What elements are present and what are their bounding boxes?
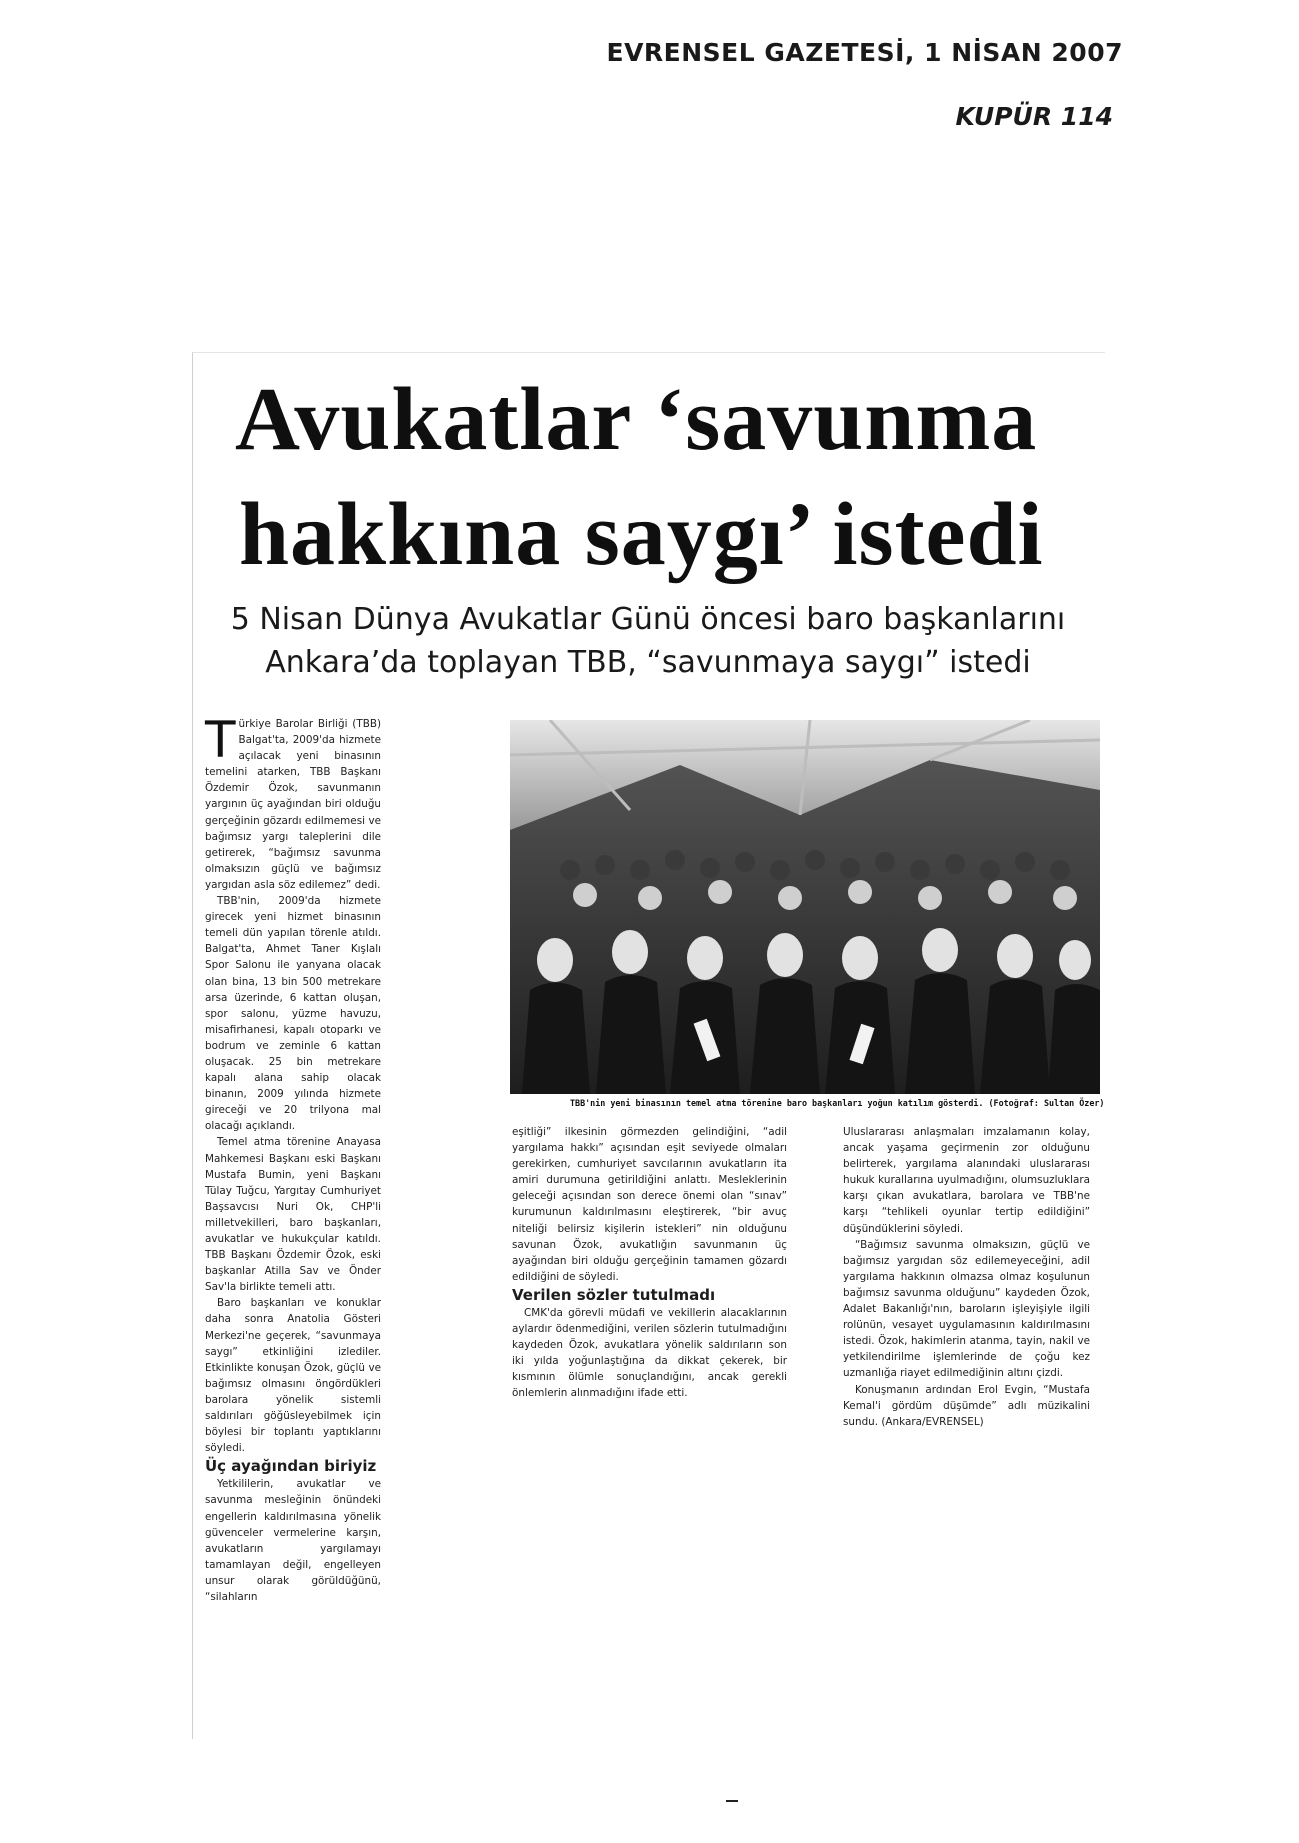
section-subheading: Verilen sözler tutulmadı [512, 1285, 716, 1304]
paragraph: Baro başkanları ve konuklar daha sonra Anatolia Gösteri Merkezi'ne geçerek, “savunmaya saygı” etkinliğini izlediler. Etkinlikte konuşan Özok, güçlü ve bağımsız olmasını öngördükleri barolara yönelik sistemli saldırıları göğüsleyebilmek için böylesi bir toplantı yaptıklarını söyledi. [205, 1297, 381, 1455]
paragraph: eşitliği” ilkesinin görmezden gelindiğini, “adil yargılama hakkı” açısından eşit seviyede olmaları gerekirken, cumhuriyet savcılarının avukatların ita amiri durumuna getirildiğini anlattı. Mesleklerinin geleceği açısından son derece önemi olan “sınav” kurumunun kaldırılmasını eleştirerek, “bir avuç niteliği belirsiz kişilerin istekleri” nin olduğunu savunan Özok, avukatlığın savunmanın üç ayağından biri olduğu gerçeğinin tamamen gözardı edildiğini de söyledi. [512, 1126, 787, 1283]
newspaper-source-header: EVRENSEL GAZETESİ, 1 NİSAN 2007 [606, 38, 1123, 67]
paragraph: “Bağımsız savunma olmaksızın, güçlü ve bağımsız yargıdan söz edilemeyeceğini, adil yargılama hakkının olmazsa olmaz koşulunun bağımsız savunma olduğunu” kaydeden Özok, Adalet Bakanlığı'nın, baroların işleyişiyle ilgili rolünün, vesayet uygulamasının kaldırılmasını istedi. Özok, hakimlerin atanma, tayin, nakil ve yetkilendirilme işlemlerinde de çoğu kez uzmanlığa riayet edilmediğinin altını çizdi. [843, 1238, 1090, 1380]
headline-line-1: Avukatlar ‘savunma [235, 370, 1038, 469]
photo-caption: TBB'nin yeni binasının temel atma törenine baro başkanları yoğun katılım gösterdi. (Fotoğraf: Sultan Özer) [570, 1098, 1105, 1108]
paragraph: Türkiye Barolar Birliği (TBB) Balgat'ta, 2009'da hizmete açılacak yeni binasının temelini atarken, TBB Başkanı Özdemir Özok, savunmanın yargının üç ayağından biri olduğu gerçeğinin gözardı edilmemesi ve bağımsız yargı taleplerini dile getirerek, “bağımsız savunma olmaksızın güçlü ve bağımsız yargıdan asla söz edilemez” dedi. [205, 711, 381, 891]
article-column-2 [512, 1124, 787, 1402]
paragraph: CMK'da görevli müdafi ve vekillerin alacaklarının aylardır ödenmediğini, verilen sözlerin tutulmadığını kaydeden Özok, avukatlara yönelik saldırıların son iki yılda yoğunlaştığına da dikkat çekerek, bir kısmının ölümle sonuçlandığını, ancak gerekli önlemlerin alınmadığını ifade etti. [512, 1306, 787, 1400]
headline-line-2: hakkına saygı’ istedi [239, 485, 1044, 584]
article-column-3 [843, 1124, 1090, 1430]
article-column-1 [205, 711, 381, 1605]
clipping-number: KUPÜR 114 [955, 102, 1113, 131]
section-subheading: Üç ayağından biriyiz [205, 1457, 377, 1476]
dropcap: T [205, 711, 236, 769]
paragraph: Uluslararası anlaşmaları imzalamanın kolay, ancak yaşama geçirmenin zor olduğunu belirterek, yargılama alanındaki uluslararası hukuk kurallarına uyulmadığını, olumsuzluklara karşı çıkan avukatlara, barolara ve TBB'ne karşı “tehlikeli oyunlar tertip edildiğini” düşündüklerini söyledi. [843, 1126, 1090, 1235]
paragraph: TBB'nin, 2009'da hizmete girecek yeni hizmet binasının temeli dün yapılan törenle atıldı. Balgat'ta, Ahmet Taner Kışlalı Spor Salonu ile yanyana olacak olan bina, 13 bin 500 metrekare arsa üzerinde, 6 kattan oluşan, spor salonu, yüzme havuzu, misafirhanesi, kapalı otoparkı ve bodrum ve zeminle 6 kattan oluşacak. 25 bin metrekare kapalı alana sahip olacak binanın, 2009 yılında hizmete gireceği ve 20 trilyona mal olacağı açıklandı. [205, 895, 381, 1133]
paragraph: Konuşmanın ardından Erol Evgin, “Mustafa Kemal'i gördüm düşümde” adlı müzikalini sundu. (Ankara/EVRENSEL) [843, 1383, 1090, 1428]
paragraph: Yetkililerin, avukatlar ve savunma mesleğinin önündeki engellerin kaldırılmasına yönelik güvenceler vermelerine karşın, avukatların yargılamayı tamamlayan değil, engelleyen unsur olarak görüldüğünü, “silahların [205, 1478, 381, 1603]
headline [235, 362, 1075, 592]
scan-mark [726, 1800, 738, 1802]
subheadline-line-2: Ankara’da toplayan TBB, “savunmaya saygı” istedi [265, 645, 1031, 680]
paragraph: Temel atma törenine Anayasa Mahkemesi Başkanı eski Başkanı Mustafa Bumin, yeni Başkanı Tülay Tuğcu, Yargıtay Cumhuriyet Başsavcısı Nuri Ok, CHP'li milletvekilleri, baro başkanları, avukatlar ve hukukçular katıldı. TBB Başkanı Özdemir Özok, eski başkanlar Atilla Sav ve Önder Sav'la birlikte temeli attı. [205, 1136, 381, 1294]
news-photo [510, 720, 1100, 1094]
subheadline [200, 598, 1096, 684]
photo-crowd-illustration [510, 720, 1100, 1094]
subheadline-line-1: 5 Nisan Dünya Avukatlar Günü öncesi baro başkanlarını [230, 602, 1066, 637]
